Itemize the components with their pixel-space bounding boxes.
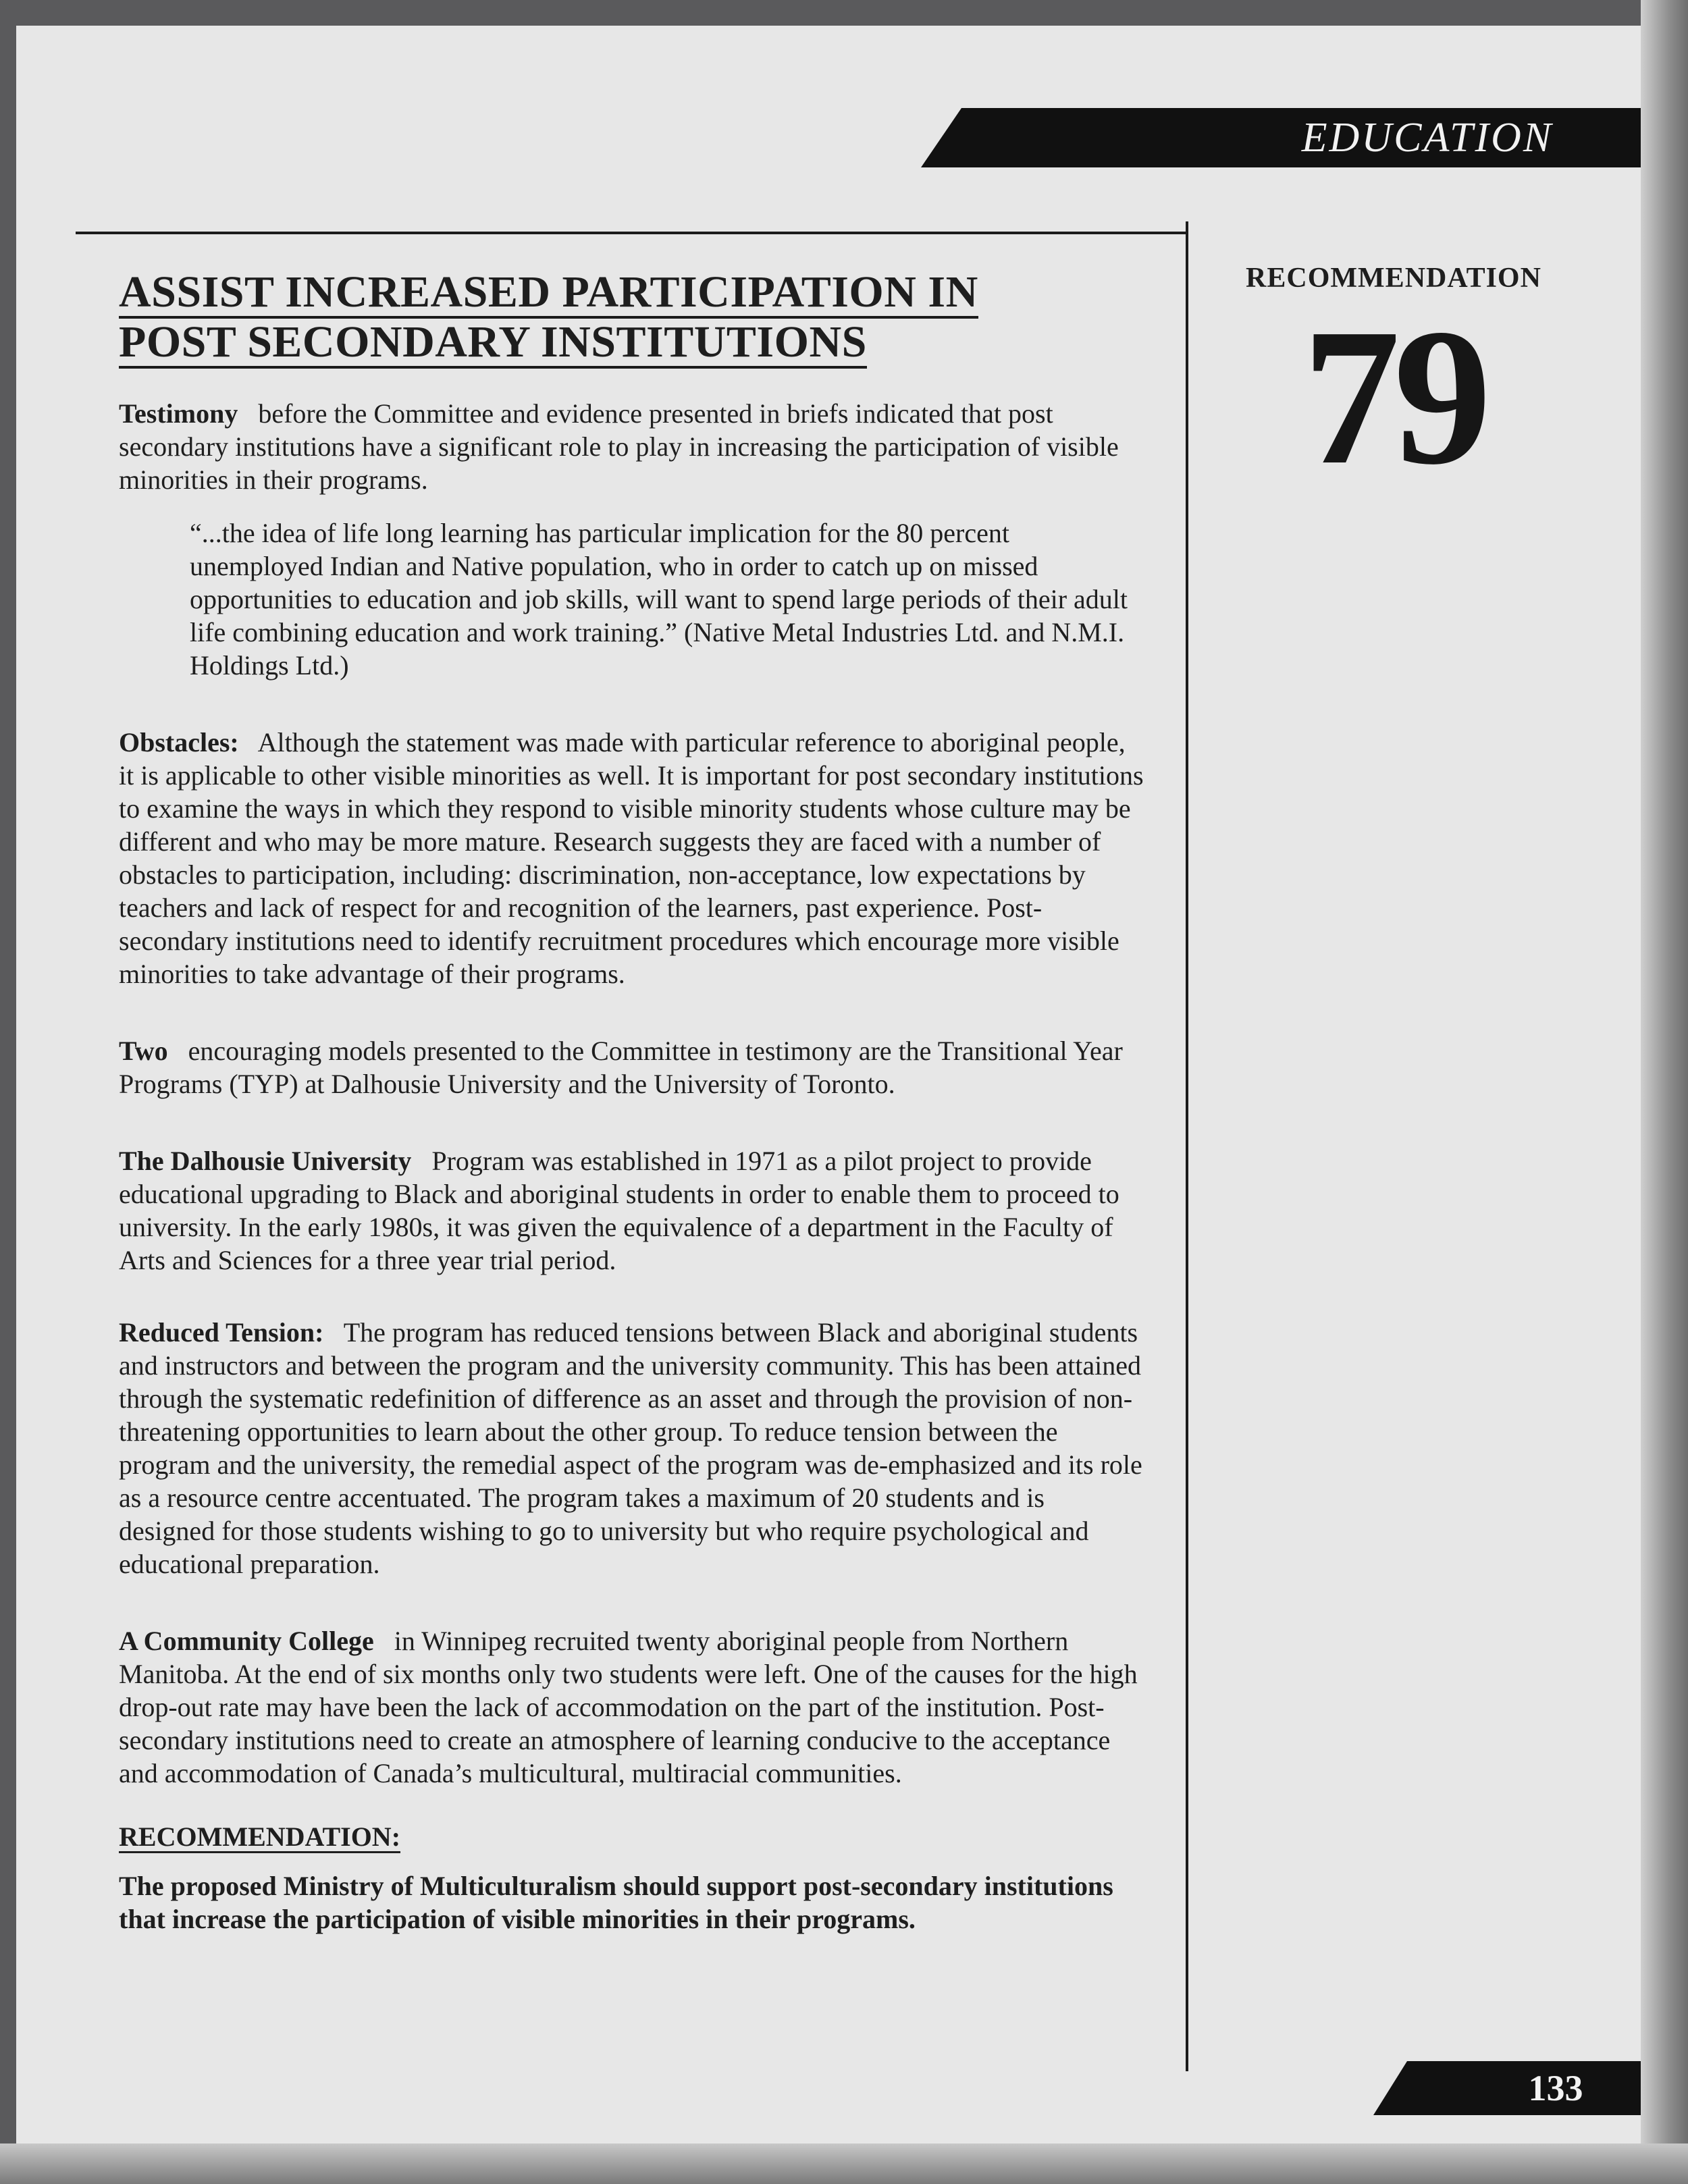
recommendation-heading: RECOMMENDATION: xyxy=(119,1821,401,1852)
article-body xyxy=(119,269,1145,1936)
paragraph-text: Program was established in 1971 as a pilot project to provide educational upgrading to Black and aboriginal students in order to enable them to proceed to university. In the early 1980s, it was given the equivalence of a department in the Faculty of Arts and Sciences for a three year trial period. xyxy=(119,1146,1119,1275)
paragraph-text: before the Committee and evidence presented in briefs indicated that post secondary institutions have a significant role to play in increasing the participation of visible minorities in their programs. xyxy=(119,398,1119,495)
paragraph-lead: The Dalhousie University xyxy=(119,1146,412,1176)
paragraph-text: The program has reduced tensions between Black and aboriginal students and instructors and between the program and the university community. This has been attained through the systematic redefinition of difference as an asset and through the provision of non-threatening opportunities to learn about the other group. To reduce tension between the program and the university, the remedial aspect of the program was de-emphasized and its role as a resource centre accentuated. The program takes a maximum of 20 students and is designed for those students wishing to go to university but who require psychological and educational preparation. xyxy=(119,1317,1142,1579)
testimony-quote: “...the idea of life long learning has particular implication for the 80 percent unemployed Indian and Native population, who in order to catch up on missed opportunities to education and job skills, will want to spend large periods of their adult life combining education and work training.” (Native Metal Industries Ltd. and N.M.I. Holdings Ltd.) xyxy=(190,518,1128,681)
frame-top-rule xyxy=(76,232,1188,234)
paragraph-text: in Winnipeg recruited twenty aboriginal people from Northern Manitoba. At the end of six months only two students were left. One of the causes for the high drop-out rate may have been the lack of accommodation on the part of the institution. Post-secondary institutions need to create an atmosphere of learning conducive to the acceptance and accommodation of Canada’s multicultural, multiracial communities. xyxy=(119,1626,1138,1788)
paragraph-reduced-tension xyxy=(119,1316,1145,1580)
recommendation-number: 79 xyxy=(1302,288,1485,505)
document-page xyxy=(16,26,1664,2159)
title-line-1: ASSIST INCREASED PARTICIPATION IN xyxy=(119,269,978,319)
paragraph-lead: Two xyxy=(119,1036,168,1066)
paragraph-lead: A Community College xyxy=(119,1626,374,1656)
paragraph-lead: Reduced Tension: xyxy=(119,1317,324,1348)
section-label: EDUCATION xyxy=(1301,115,1554,161)
paragraph-text: encouraging models presented to the Committee in testimony are the Transitional Year Programs (TYP) at Dalhousie University and the University of Toronto. xyxy=(119,1036,1123,1099)
recommendation-label: RECOMMENDATION xyxy=(1246,263,1541,294)
paragraph-testimony xyxy=(119,397,1145,496)
paragraph-lead: Testimony xyxy=(119,398,238,429)
paragraph-text: Although the statement was made with particular reference to aboriginal people, it is applicable to other visible minorities as well. It is important for post secondary institutions to examine the ways in which they respond to visible minority students whose culture may be different and who may be more mature. Research suggests they are faced with a number of obstacles to participation, including: discrimination, non-acceptance, low expectations by teachers and lack of respect for and recognition of the learners, past experience. Post-secondary institutions need to identify recruitment procedures which encourage more visible minorities to take advantage of their programs. xyxy=(119,727,1144,989)
title-line-2: POST SECONDARY INSTITUTIONS xyxy=(119,319,867,369)
paragraph-dalhousie xyxy=(119,1144,1145,1277)
paragraph-two-models xyxy=(119,1034,1145,1100)
page-edge-shadow xyxy=(0,2143,1688,2184)
paragraph-community-college xyxy=(119,1624,1145,1790)
paragraph-obstacles xyxy=(119,726,1145,990)
paragraph-lead: Obstacles: xyxy=(119,727,239,757)
frame-right-rule xyxy=(1186,221,1188,2071)
page-number: 133 xyxy=(1528,2068,1583,2108)
article-title xyxy=(119,269,1145,369)
recommendation-text: The proposed Ministry of Multiculturalism should support post-secondary institutions that increase the participation of visible minorities in their programs. xyxy=(119,1871,1113,1934)
binding-spine xyxy=(1641,0,1688,2184)
